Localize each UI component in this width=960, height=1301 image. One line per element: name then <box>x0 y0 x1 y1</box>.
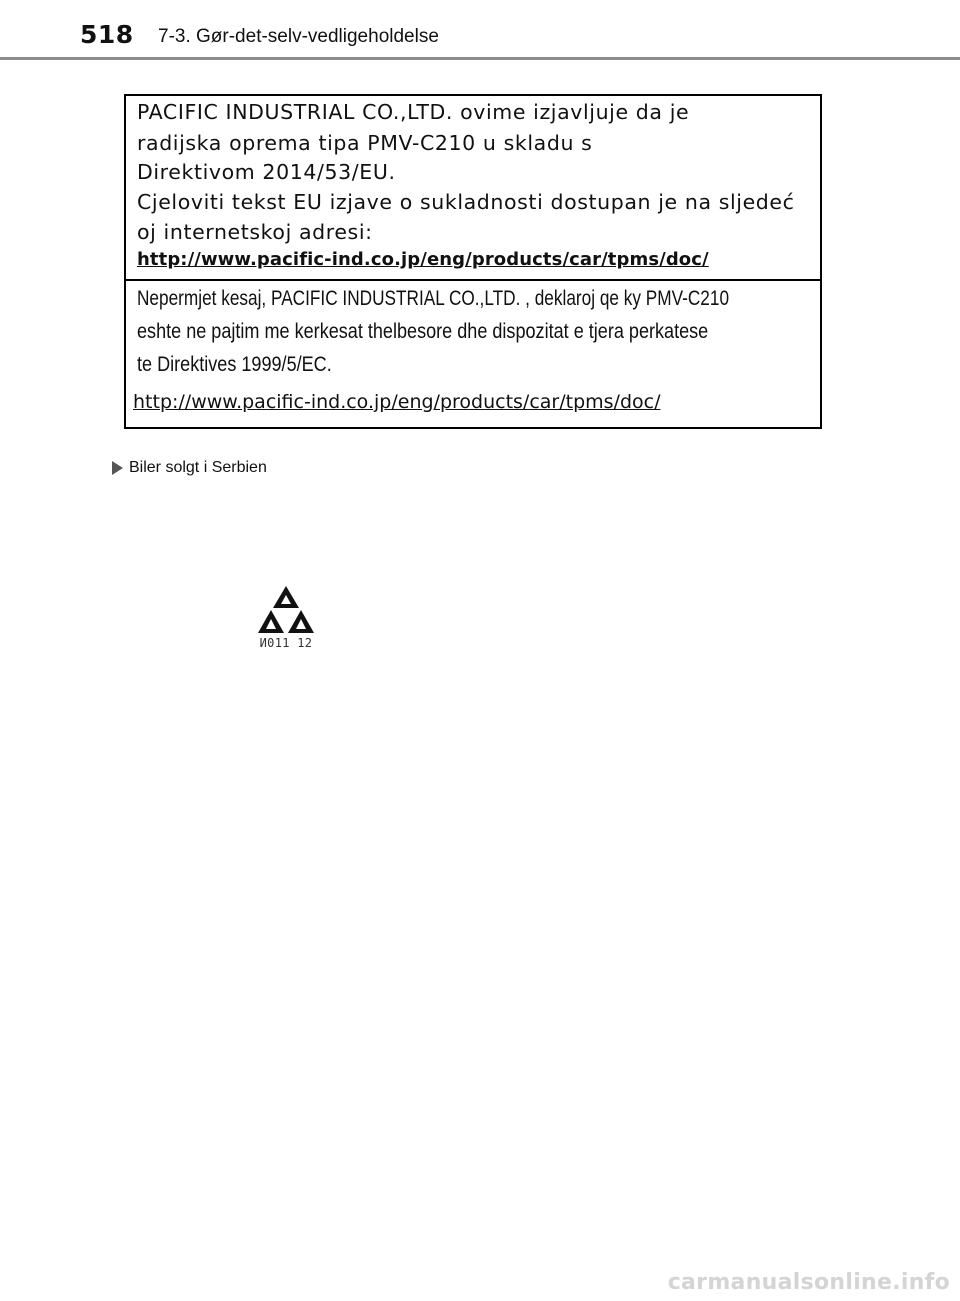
watermark-text: carmanualsonline.info <box>667 1270 950 1295</box>
serbia-section-heading <box>112 459 267 477</box>
serbian-conformity-mark <box>255 584 317 654</box>
albanian-line-1: Nepermjet kesaj, PACIFIC INDUSTRIAL CO.,LTD. , deklaroj qe ky PMV-C210 <box>137 287 730 310</box>
serbia-heading-text: Biler solgt i Serbien <box>129 459 267 476</box>
albanian-declaration-panel <box>126 281 820 427</box>
albanian-line-2: eshte ne pajtim me kerkesat thelbesore dhe dispozitat e tjera perkatese <box>137 320 709 343</box>
croatian-line-1: PACIFIC INDUSTRIAL CO.,LTD. ovime izjavljuje da je <box>137 100 690 124</box>
croatian-line-2: radijska oprema tipa PMV-C210 u skladu s <box>137 131 593 155</box>
serbia-mark-code: И011 12 <box>259 636 313 650</box>
section-title: 7-3. Gør-det-selv-vedligeholdelse <box>158 26 439 47</box>
croatian-line-4: Cjeloviti tekst EU izjave o sukladnosti dostupan je na sljedeć <box>137 190 795 214</box>
albanian-doc-url: http://www.pacific-ind.co.jp/eng/products/car/tpms/doc/ <box>133 391 661 413</box>
croatian-line-5: oj internetskoj adresi: <box>137 220 373 244</box>
croatian-declaration-panel <box>126 96 820 281</box>
croatian-line-3: Direktivom 2014/53/EU. <box>137 160 396 184</box>
page-number: 518 <box>80 20 134 49</box>
albanian-line-3: te Direktives 1999/5/EC. <box>137 353 332 376</box>
header-divider <box>0 57 960 60</box>
declaration-of-conformity-box <box>124 94 822 429</box>
serbian-conformity-triangles-icon <box>255 584 317 636</box>
croatian-doc-url: http://www.pacific-ind.co.jp/eng/products/car/tpms/doc/ <box>137 249 709 270</box>
triangle-bullet-icon <box>112 461 123 475</box>
page-header <box>0 0 960 62</box>
